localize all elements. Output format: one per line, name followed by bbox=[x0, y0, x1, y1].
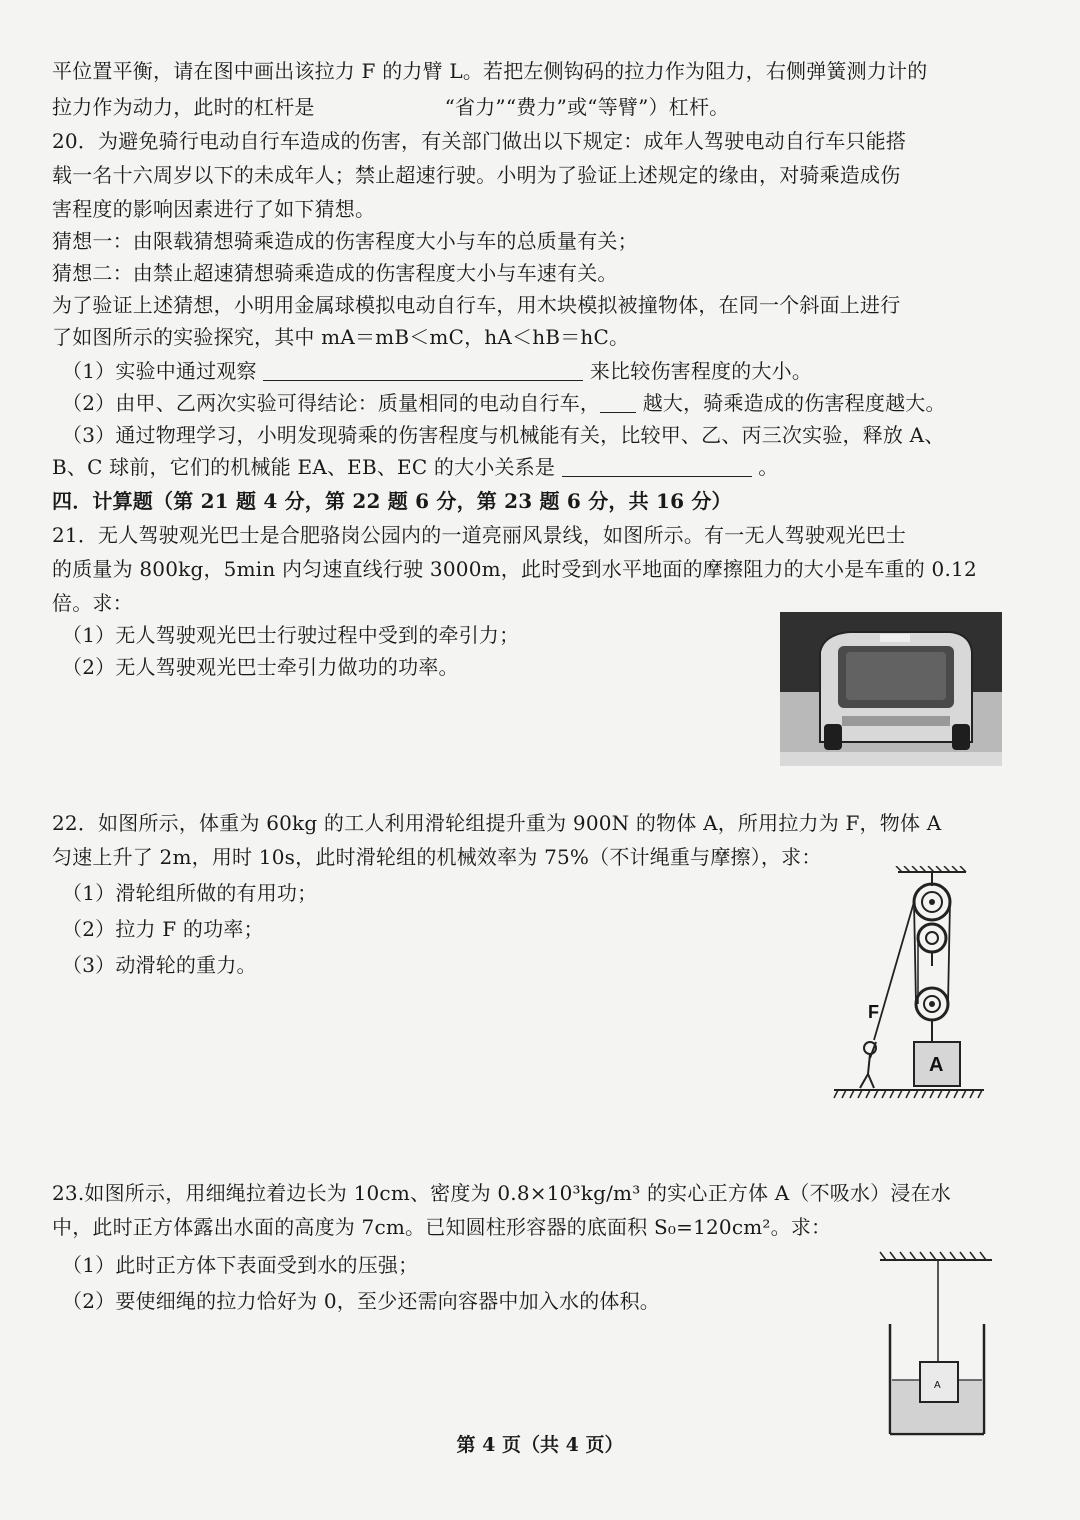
hypothesis-1: 猜想一：由限载猜想骑乘造成的伤害程度大小与车的总质量有关； bbox=[52, 229, 638, 253]
text-fragment: （2）由甲、乙两次实验可得结论：质量相同的电动自行车， bbox=[62, 391, 601, 415]
pulley-diagram bbox=[830, 866, 990, 1112]
question-23-stem: 23.如图所示，用细绳拉着边长为 10cm、密度为 0.8×10³kg/m³ 的实心正方体 A（不吸水）浸在水 bbox=[52, 1181, 951, 1205]
text-line: 了如图所示的实验探究，其中 mA＝mB＜mC，hA＜hB＝hC。 bbox=[52, 325, 630, 349]
page-footer: 第 4 页（共 4 页） bbox=[456, 1434, 624, 1456]
sub-question-22-1: （1）滑轮组所做的有用功； bbox=[62, 881, 318, 905]
block-label: A bbox=[934, 1380, 941, 1391]
sub-question-20-2 bbox=[62, 386, 946, 420]
section-heading: 四．计算题（第 21 题 4 分，第 22 题 6 分，第 23 题 6 分，共 16 分） bbox=[52, 489, 732, 513]
sub-question-21-2: （2）无人驾驶观光巴士牵引力做功的功率。 bbox=[62, 655, 459, 679]
answer-blank[interactable] bbox=[600, 392, 636, 413]
question-20-stem: 20．为避免骑行电动自行车造成的伤害，有关部门做出以下规定：成年人驾驶电动自行车只能搭 bbox=[52, 129, 907, 153]
text-line: 的质量为 800kg，5min 内匀速直线行驶 3000m，此时受到水平地面的摩擦阻力的大小是车重的 0.12 bbox=[52, 557, 977, 581]
text-line bbox=[52, 450, 778, 484]
sub-question-20-3: （3）通过物理学习，小明发现骑乘的伤害程度与机械能有关，比较甲、乙、丙三次实验，释放 A、 bbox=[62, 423, 945, 447]
text-fragment: “省力”“费力”或“等臂”）杠杆。 bbox=[444, 95, 730, 119]
text-line: 害程度的影响因素进行了如下猜想。 bbox=[52, 197, 376, 221]
text-fragment: 。 bbox=[758, 455, 779, 479]
text-fragment: 来比较伤害程度的大小。 bbox=[589, 359, 813, 383]
sub-question-22-2: （2）拉力 F 的功率； bbox=[62, 917, 264, 941]
block-label: A bbox=[929, 1054, 944, 1076]
sub-question-23-2: （2）要使细绳的拉力恰好为 0，至少还需向容器中加入水的体积。 bbox=[62, 1289, 661, 1313]
sub-question-20-1 bbox=[62, 354, 812, 388]
question-21-stem: 21．无人驾驶观光巴士是合肥骆岗公园内的一道亮丽风景线，如图所示。有一无人驾驶观光巴士 bbox=[52, 523, 907, 547]
text-line: 载一名十六周岁以下的未成年人；禁止超速行驶。小明为了验证上述规定的缘由，对骑乘造成伤 bbox=[52, 163, 901, 187]
text-line bbox=[52, 90, 729, 124]
sub-question-22-3: （3）动滑轮的重力。 bbox=[62, 953, 257, 977]
container-diagram bbox=[876, 1250, 996, 1440]
hypothesis-2: 猜想二：由禁止超速猜想骑乘造成的伤害程度大小与车速有关。 bbox=[52, 261, 618, 285]
text-fragment: 拉力作为动力，此时的杠杆是 bbox=[52, 95, 315, 119]
text-line: 平位置平衡，请在图中画出该拉力 F 的力臂 L。若把左侧钩码的拉力作为阻力，右侧弹簧测力计的 bbox=[52, 59, 928, 83]
question-22-stem: 22．如图所示，体重为 60kg 的工人利用滑轮组提升重为 900N 的物体 A，所用拉力为 F，物体 A bbox=[52, 811, 942, 835]
text-fragment: 越大，骑乘造成的伤害程度越大。 bbox=[642, 391, 946, 415]
force-label: F bbox=[868, 1002, 879, 1022]
text-line: 中，此时正方体露出水面的高度为 7cm。已知圆柱形容器的底面积 S₀=120cm²。求： bbox=[52, 1215, 832, 1239]
text-line: 为了验证上述猜想，小明用金属球模拟电动自行车，用木块模拟被撞物体，在同一个斜面上进行 bbox=[52, 293, 901, 317]
text-line: 匀速上升了 2m，用时 10s，此时滑轮组的机械效率为 75%（不计绳重与摩擦），求： bbox=[52, 845, 822, 869]
answer-blank[interactable] bbox=[263, 360, 583, 381]
sub-question-23-1: （1）此时正方体下表面受到水的压强； bbox=[62, 1253, 419, 1277]
text-fragment: B、C 球前，它们的机械能 EA、EB、EC 的大小关系是 bbox=[52, 455, 556, 479]
text-fragment: （1）实验中通过观察 bbox=[62, 359, 257, 383]
text-line: 倍。求： bbox=[52, 591, 133, 615]
answer-blank[interactable] bbox=[562, 456, 752, 477]
sub-question-21-1: （1）无人驾驶观光巴士行驶过程中受到的牵引力； bbox=[62, 623, 520, 647]
bus-photo bbox=[780, 612, 1002, 766]
